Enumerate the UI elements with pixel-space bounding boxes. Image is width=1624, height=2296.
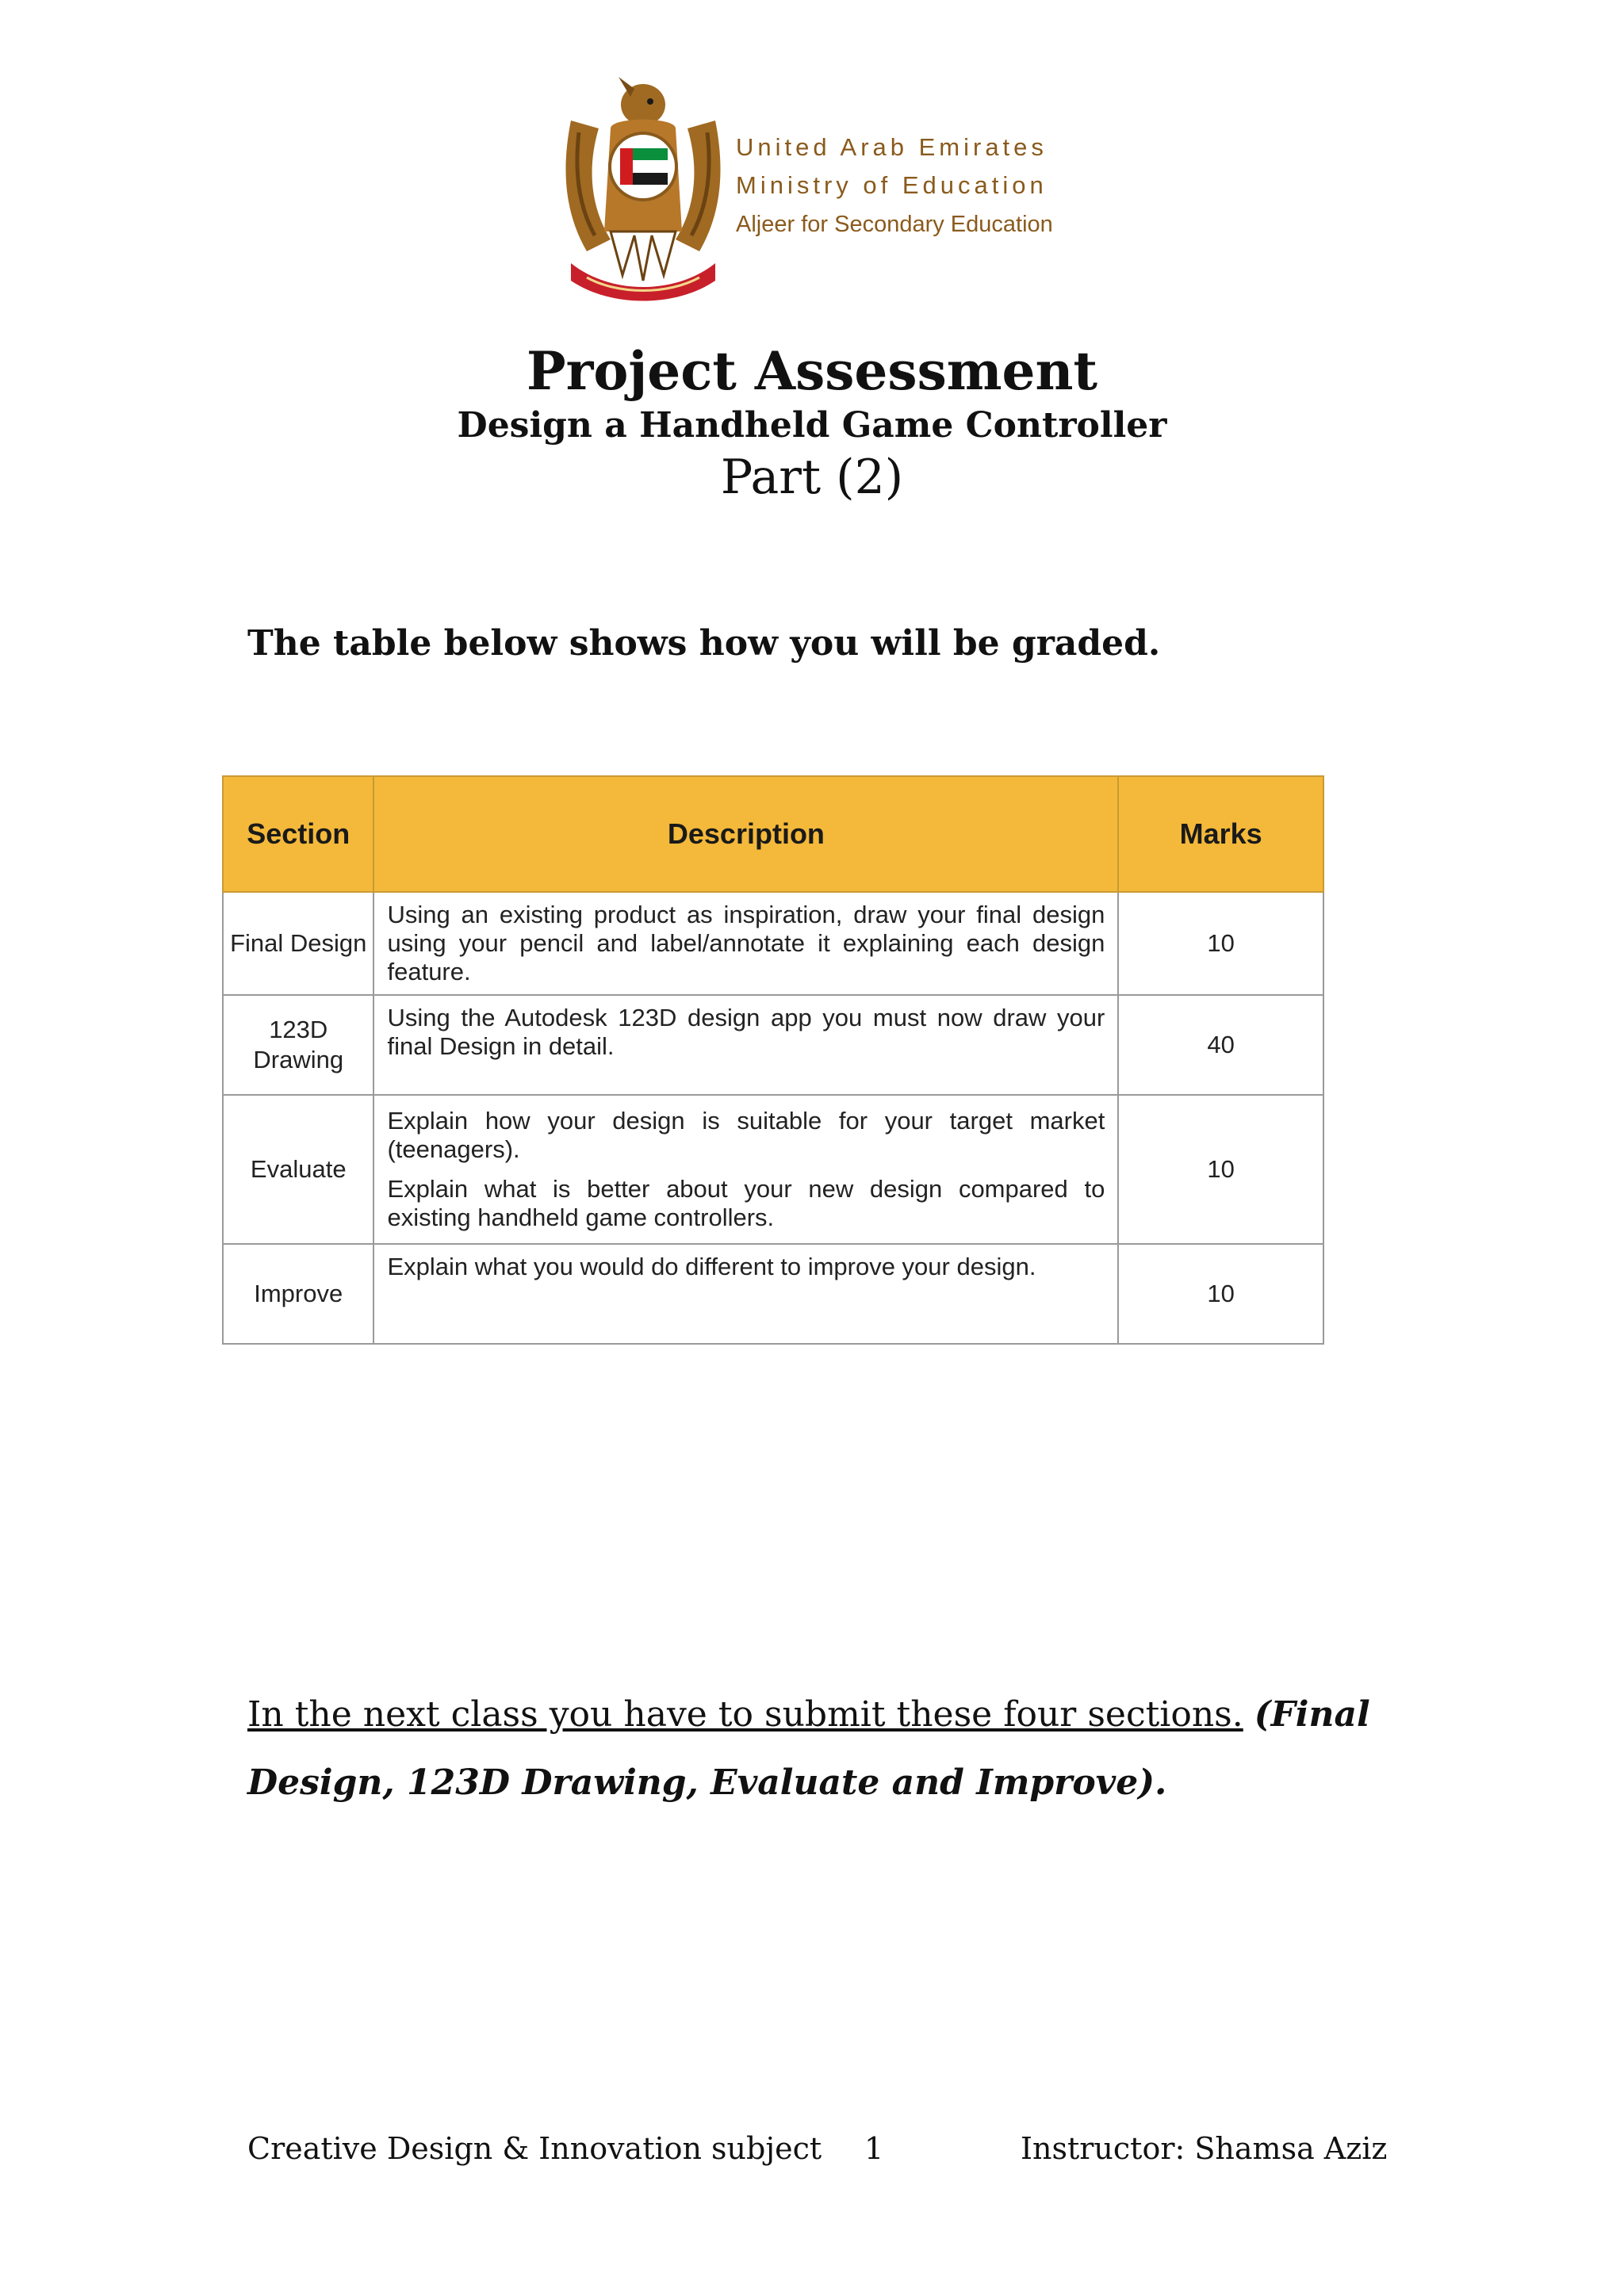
page-subtitle: Design a Handheld Game Controller — [457, 405, 1167, 446]
footer-page-number: 1 — [864, 2131, 884, 2166]
description-text: Using an existing product as inspiration, draw your final design using your pencil and label/annotate it explaining each design feature. — [387, 901, 1105, 985]
marks-cell: 10 — [1118, 1095, 1323, 1244]
page-footer — [247, 2125, 1388, 2172]
section-cell: Evaluate — [223, 1095, 373, 1244]
table-row — [223, 892, 1323, 995]
description-text: Using the Autodesk 123D design app you must now draw your final Design in detail. — [387, 1004, 1105, 1060]
marks-cell: 10 — [1118, 1244, 1323, 1344]
section-cell: 123D Drawing — [223, 995, 373, 1095]
ministry-logo — [555, 73, 1063, 303]
description-cell — [373, 892, 1118, 995]
column-header-section: Section — [223, 776, 373, 892]
description-cell — [373, 1095, 1118, 1244]
marks-cell: 10 — [1118, 892, 1323, 995]
description-cell — [373, 995, 1118, 1095]
logo-line-school: Aljeer for Secondary Education — [736, 212, 1053, 237]
uae-eagle-emblem-icon — [555, 73, 731, 303]
description-text: Explain what you would do different to improve your design. — [387, 1253, 1036, 1280]
section-cell: Final Design — [223, 892, 373, 995]
description-text: Explain what is better about your new design compared to existing handheld game controllers. — [387, 1175, 1105, 1231]
column-header-description: Description — [373, 776, 1118, 892]
logo-line-country: United Arab Emirates — [736, 133, 1048, 161]
table-row — [223, 995, 1323, 1095]
table-header-row — [223, 776, 1323, 892]
footer-subject: Creative Design & Innovation subject — [247, 2131, 822, 2166]
section-cell: Improve — [223, 1244, 373, 1344]
description-cell — [373, 1244, 1118, 1344]
submission-note-sections: (Final Design, 123D Drawing, Evaluate and Improve). — [247, 1694, 1370, 1803]
intro-text: The table below shows how you will be graded. — [247, 623, 1161, 664]
submission-note — [247, 1681, 1373, 1817]
footer-instructor: Instructor: Shamsa Aziz — [1021, 2131, 1388, 2166]
grading-table — [222, 775, 1324, 1345]
logo-line-ministry: Ministry of Education — [736, 171, 1048, 199]
table-row — [223, 1244, 1323, 1344]
submission-note-text: In the next class you have to submit these four sections. — [247, 1694, 1243, 1735]
page-title: Project Assessment — [526, 340, 1098, 402]
marks-cell: 40 — [1118, 995, 1323, 1095]
part-label: Part (2) — [720, 450, 904, 505]
description-text: Explain how your design is suitable for your target market (teenagers). — [387, 1107, 1105, 1163]
table-row — [223, 1095, 1323, 1244]
column-header-marks: Marks — [1118, 776, 1323, 892]
